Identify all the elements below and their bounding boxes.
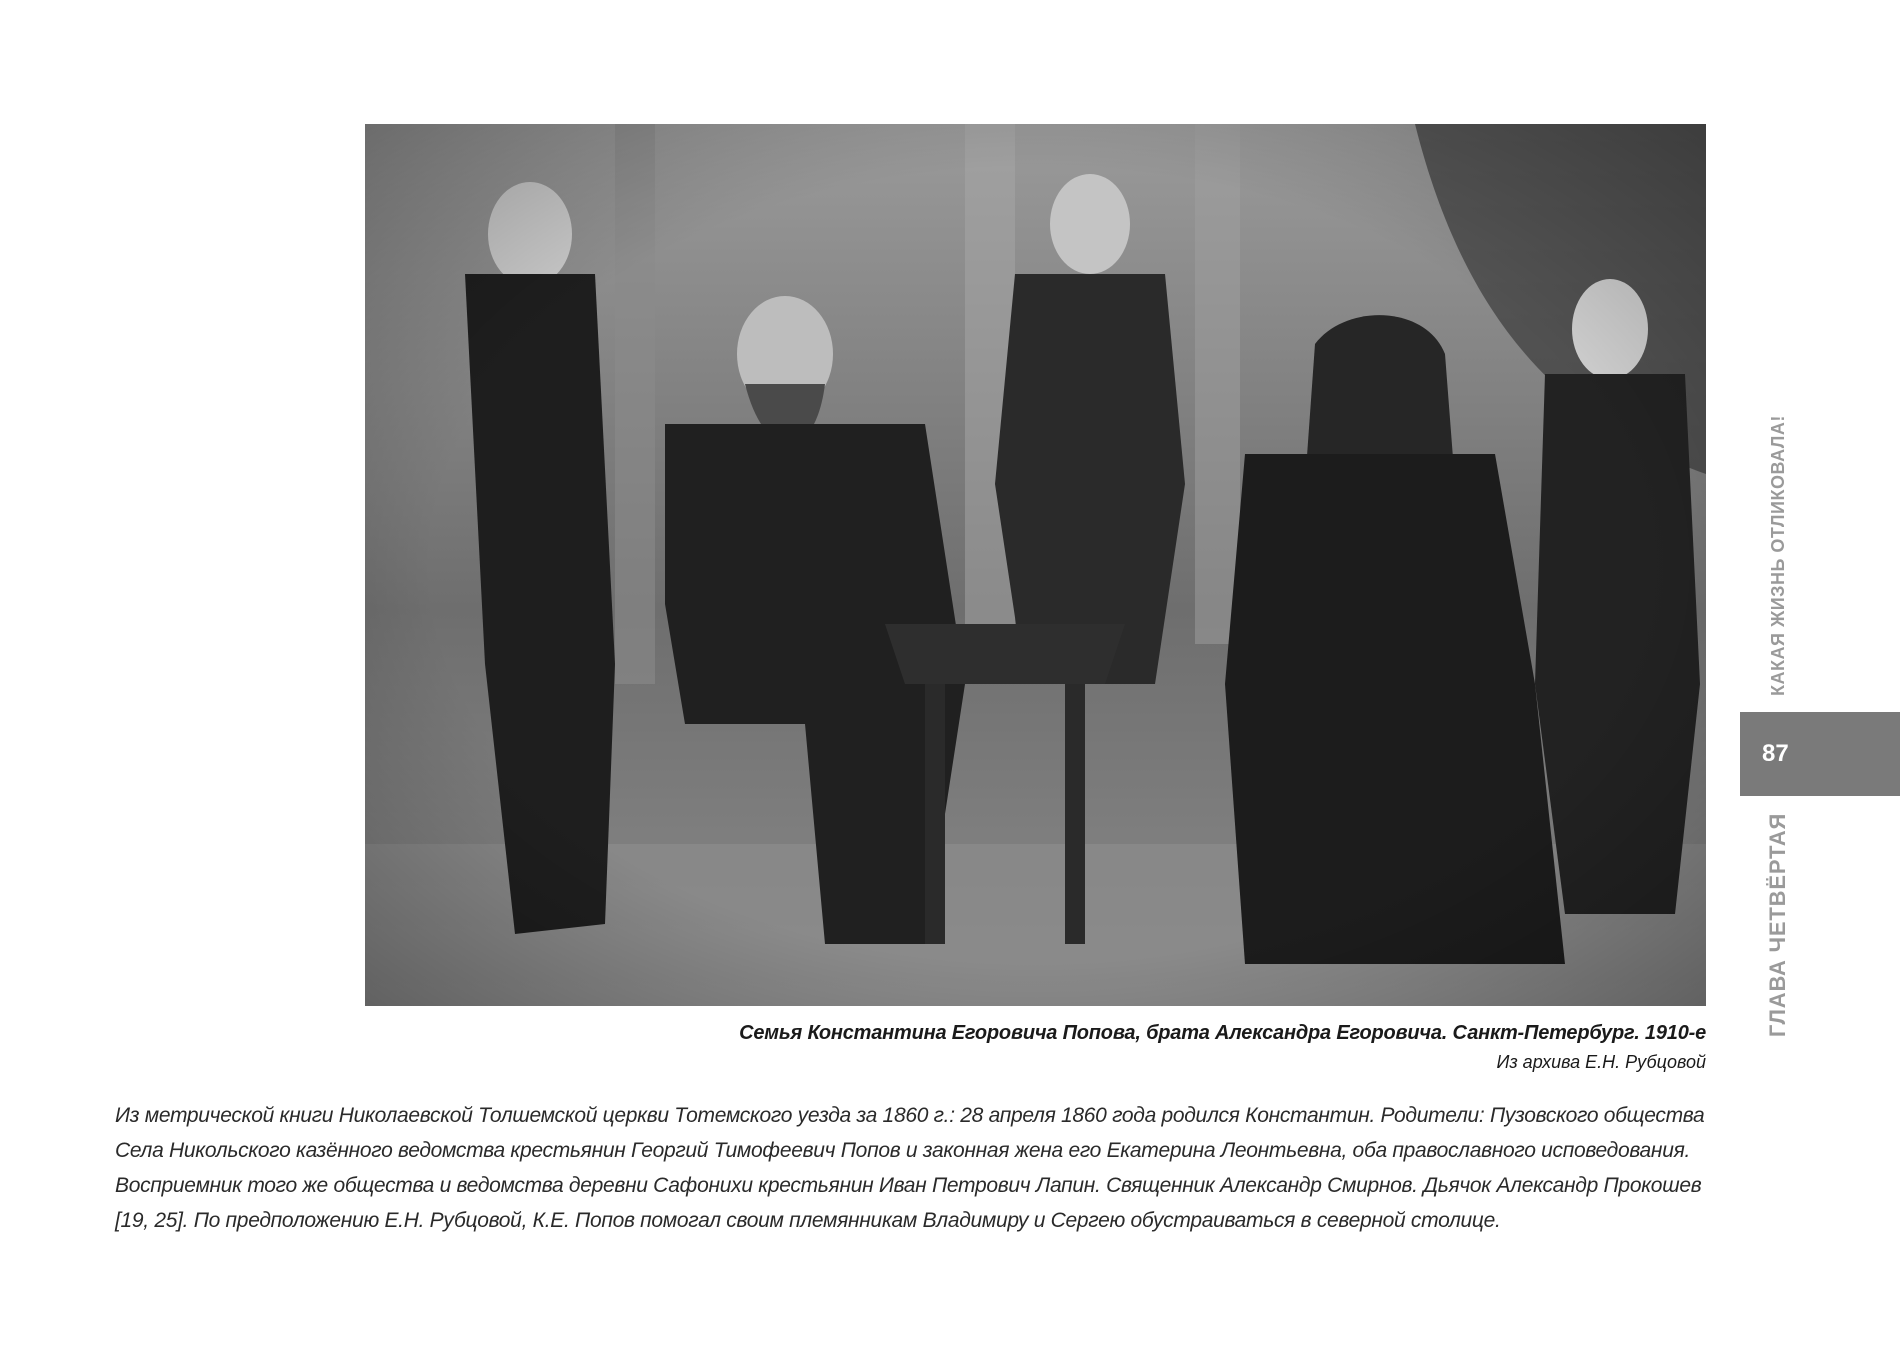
- running-head-text: КАКАЯ ЖИЗНЬ ОТЛИКОВАЛА!: [1767, 414, 1788, 696]
- running-head: [1760, 405, 1796, 705]
- page-number: 87: [1762, 740, 1789, 767]
- chapter-label-text: ГЛАВА ЧЕТВЁРТАЯ: [1765, 812, 1791, 1038]
- body-paragraph: Из метрической книги Николаевской Толшемской церкви Тотемского уезда за 1860 г.: 28 апреля 1860 года родился Константин. Родители: Пузовского общества Села Никольского казённого ведомства крестьянин Георгий Тимофеевич Попов и законная жена его Екатерина Леонтьевна, оба православного исповедования. Восприемник того же общества и ведомства деревни Сафонихи крестьянин Иван Петрович Лапин. Священник Александр Смирнов. Дьячок Александр Прокошев [19, 25]. По предположению Е.Н. Рубцовой, К.Е. Попов помогал своим племянникам Владимиру и Сергею обустраиваться в северной столице.: [115, 1104, 1705, 1232]
- photo-placeholder: [365, 124, 1706, 1006]
- photo-credit: Из архива Е.Н. Рубцовой: [1496, 1052, 1706, 1072]
- family-portrait-photo: [365, 124, 1706, 1006]
- chapter-label: [1758, 810, 1798, 1040]
- photo-caption: Семья Константина Егоровича Попова, брата Александра Егоровича. Санкт-Петербург. 1910-е: [739, 1022, 1706, 1044]
- page-number-tab: [1740, 712, 1900, 796]
